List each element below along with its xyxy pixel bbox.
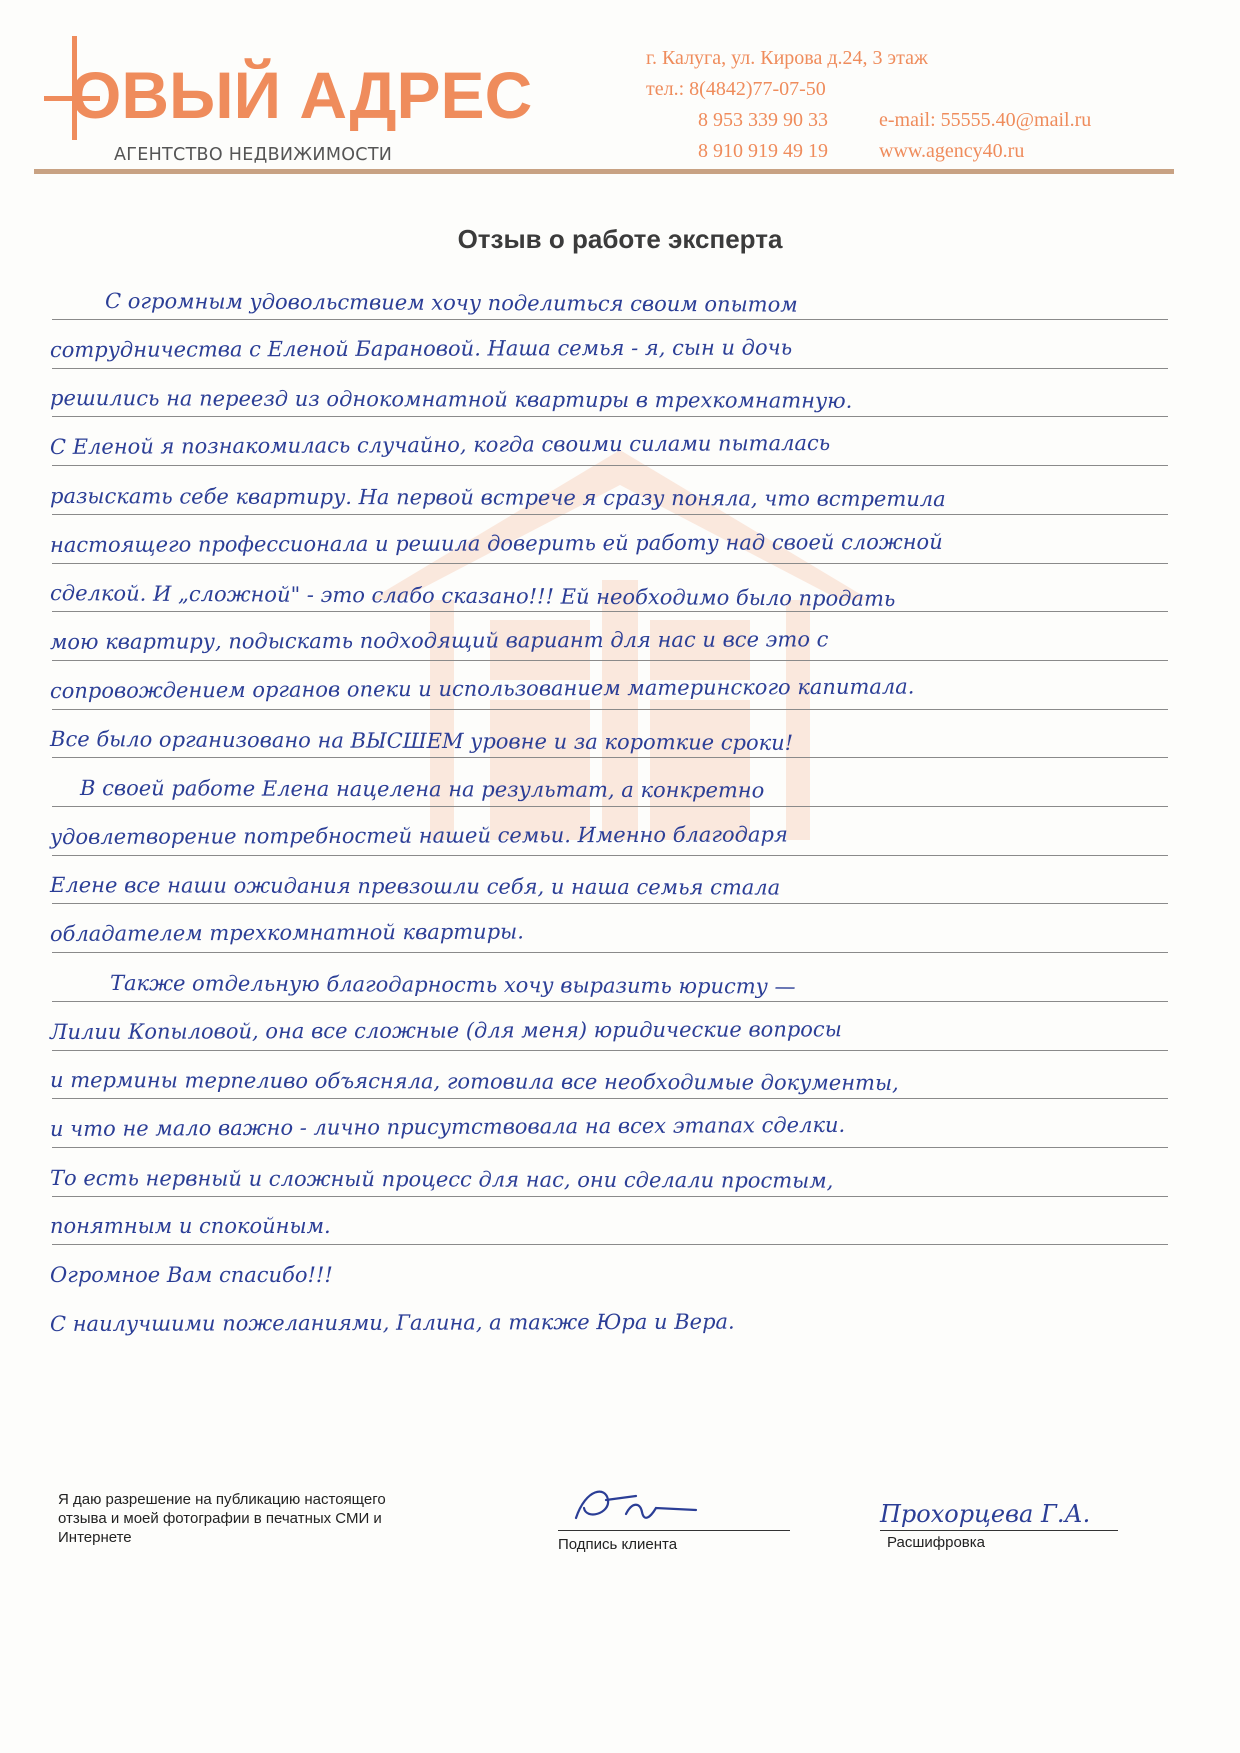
handwritten-line: и что не мало важно - лично присутствовала на всех этапах сделки.	[49, 1112, 846, 1141]
ruled-line	[52, 1050, 1168, 1051]
handwritten-line: С Еленой я познакомилась случайно, когда своими силами пыталась	[49, 431, 831, 460]
ruled-line	[52, 1098, 1168, 1099]
website: www.agency40.ru	[879, 140, 1025, 162]
ruled-line	[52, 611, 1168, 612]
handwritten-line: Также отдельную благодарность хочу выразить юристу —	[109, 970, 796, 999]
handwritten-line: сотрудничества с Еленой Барановой. Наша семья - я, сын и дочь	[49, 335, 793, 362]
email: e-mail: 55555.40@mail.ru	[879, 109, 1092, 131]
handwritten-line: С огромным удовольствием хочу поделиться своим опытом	[104, 289, 798, 317]
handwritten-line: удовлетворение потребностей нашей семьи. Именно благодаря	[49, 822, 788, 849]
signature-label: Подпись клиента	[558, 1536, 678, 1553]
consent-line: Я даю разрешение на публикацию настоящего	[58, 1491, 386, 1508]
handwritten-line: С наилучшими пожеланиями, Галина, а также Юра и Вера.	[49, 1309, 735, 1336]
ruled-line	[52, 709, 1168, 710]
ruled-line	[52, 1147, 1168, 1148]
ruled-line	[52, 368, 1168, 369]
handwritten-line: решились на переезд из однокомнатной квартиры в трехкомнатную.	[49, 386, 853, 414]
ruled-line	[52, 563, 1168, 564]
client-signature	[566, 1478, 716, 1538]
handwritten-line: обладателем трехкомнатной квартиры.	[49, 919, 524, 947]
handwritten-line: То есть нервный и сложный процесс для нас, они сделали простым,	[49, 1165, 834, 1193]
signature-line	[558, 1530, 790, 1531]
decipher-line	[880, 1530, 1118, 1531]
ruled-line	[52, 1196, 1168, 1197]
ruled-line	[52, 416, 1168, 417]
handwritten-line: Елене все наши ожидания превзошли себя, и наша семья стала	[49, 873, 781, 900]
document-title: Отзыв о работе эксперта	[457, 224, 783, 254]
handwritten-line: и термины терпеливо объясняла, готовила все необходимые документы,	[49, 1068, 899, 1096]
address: г. Калуга, ул. Кирова д.24, 3 этаж	[646, 47, 928, 69]
phone-mobile-2: 8 910 919 49 19	[698, 140, 828, 162]
logo-name: ОВЫЙ АДРЕС	[70, 58, 533, 132]
handwritten-line: Лилии Копыловой, она все сложные (для меня) юридические вопросы	[49, 1016, 842, 1044]
ruled-line	[52, 319, 1168, 320]
handwritten-line: сделкой. И „сложной" - это слабо сказано!!! Ей необходимо было продать	[49, 581, 896, 612]
consent-line: отзыва и моей фотографии в печатных СМИ и	[58, 1510, 382, 1527]
ruled-line	[52, 465, 1168, 466]
handwritten-line: Все было организовано на ВЫСШЕМ уровне и за короткие сроки!	[49, 727, 794, 756]
phone-mobile-1: 8 953 339 90 33	[698, 109, 828, 131]
publication-consent	[58, 1490, 518, 1547]
letterhead	[0, 0, 1240, 180]
ruled-line	[52, 514, 1168, 515]
handwritten-line: Огромное Вам спасибо!!!	[50, 1263, 333, 1287]
ruled-line	[52, 806, 1168, 807]
ruled-line	[52, 952, 1168, 953]
handwritten-line: понятным и спокойным.	[50, 1214, 331, 1239]
ruled-line	[52, 757, 1168, 758]
handwritten-line: настоящего профессионала и решила доверить ей работу над своей сложной	[49, 529, 943, 557]
decipher-label: Расшифровка	[887, 1534, 985, 1551]
ruled-line	[52, 1244, 1168, 1245]
handwritten-line: мою квартиру, подыскать подходящий вариант для нас и все это с	[49, 627, 829, 654]
ruled-line	[52, 903, 1168, 904]
ruled-line	[52, 855, 1168, 856]
handwritten-line: разыскать себе квартиру. На первой встрече я сразу поняла, что встретила	[49, 483, 946, 511]
handwritten-line: сопровождением органов опеки и использованием материнского капитала.	[49, 674, 915, 703]
header-divider	[34, 169, 1174, 174]
decipher-handwriting: Прохорцева Г.А.	[880, 1500, 1091, 1528]
ruled-line	[52, 660, 1168, 661]
logo-tagline: АГЕНТСТВО НЕДВИЖИМОСТИ	[114, 145, 393, 165]
handwritten-line: В своей работе Елена нацелена на результат, а конкретно	[79, 776, 765, 803]
consent-line: Интернете	[58, 1529, 132, 1546]
phone-main: тел.: 8(4842)77-07-50	[646, 78, 826, 100]
ruled-line	[52, 1001, 1168, 1002]
